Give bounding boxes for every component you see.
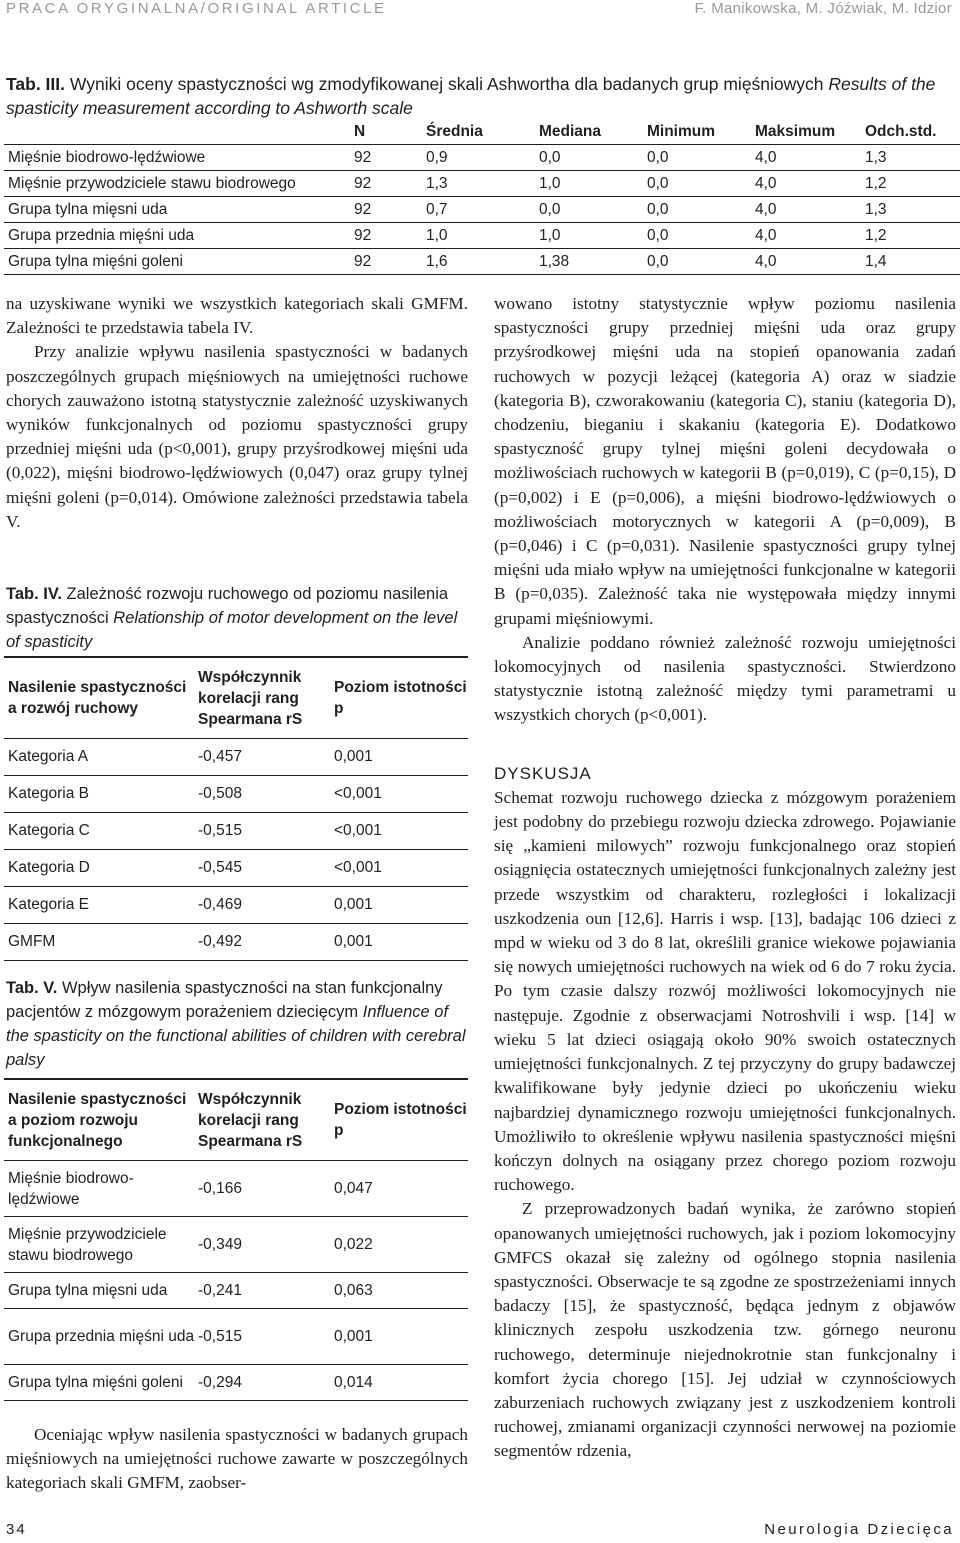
table3-header-cell: Maksimum xyxy=(755,120,865,145)
table-cell: 4,0 xyxy=(755,197,865,223)
table3 xyxy=(4,120,960,275)
table-cell: Grupa przednia mięśni uda xyxy=(4,223,354,249)
table-cell: -0,515 xyxy=(198,1309,334,1365)
table-cell: 0,001 xyxy=(334,739,468,776)
table3-header-cell: Mediana xyxy=(539,120,647,145)
table-cell: -0,294 xyxy=(198,1365,334,1401)
table-cell: 1,3 xyxy=(865,145,960,171)
table-row xyxy=(4,850,468,887)
table-cell: -0,492 xyxy=(198,924,334,961)
table-row xyxy=(4,171,960,197)
table-cell: 0,0 xyxy=(539,197,647,223)
table-cell: <0,001 xyxy=(334,776,468,813)
table5-caption-en: Influence of the spasticity on the functional abilities of children with cerebral palsy xyxy=(6,1003,466,1069)
table-cell: <0,001 xyxy=(334,850,468,887)
table-cell: -0,508 xyxy=(198,776,334,813)
table-row xyxy=(4,223,960,249)
table5-header-row xyxy=(4,1079,468,1161)
table-cell: GMFM xyxy=(4,924,198,961)
table-row xyxy=(4,1309,468,1365)
table-cell: -0,545 xyxy=(198,850,334,887)
table-cell: Kategoria B xyxy=(4,776,198,813)
table-cell: 0,7 xyxy=(426,197,539,223)
paragraph: Przy analizie wpływu nasilenia spastyczności w badanych poszczególnych grupach mięśniowych na umiejętności ruchowe chorych zauważono istotną statystycznie zależność uzyskiwanych wyników funkcjonalnych od poziomu spastyczności grupy przedniej mięśni uda (p<0,001), grupy przyśrodkowej mięśni uda (0,022), mięśni biodrowo-lędźwiowych (0,047) oraz grupy tylnej mięśni goleni (p=0,014). Omówione zależności przedstawia tabela V. xyxy=(6,342,468,531)
table-cell: -0,469 xyxy=(198,887,334,924)
table-cell: Grupa tylna mięsni uda xyxy=(4,197,354,223)
table-cell: 0,001 xyxy=(334,1309,468,1365)
table-cell: 0,0 xyxy=(539,145,647,171)
left-column-top xyxy=(6,292,468,534)
table3-caption-en: Results of the spasticity measurement according to Ashworth scale xyxy=(6,74,936,118)
table-cell: 92 xyxy=(354,223,426,249)
table-row xyxy=(4,249,960,275)
table-cell: -0,241 xyxy=(198,1273,334,1309)
table-row xyxy=(4,924,468,961)
table-cell: Mięśnie przywodziciele stawu biodrowego xyxy=(4,1217,198,1273)
table3-caption-pl: Wyniki oceny spastyczności wg zmodyfikowanej skali Ashwortha dla badanych grup mięśniowych xyxy=(65,74,829,94)
table5-header-cell: Współczynnik korelacji rang Spearmana rS xyxy=(198,1090,303,1150)
paragraph: wowano istotny statystycznie wpływ poziomu nasilenia spastyczności grupy przedniej mięśni uda oraz grupy przyśrodkowej mięśni uda na stopień opanowania zadań ruchowych w pozycji leżącej (kategoria A) oraz w siadzie (kategoria B), czworakowaniu (kategoria C), staniu (kategoria D), chodzeniu, bieganiu i skakaniu (kategoria E). Dodatkowo spastyczność grupy tylnej mięśni goleni decydowała o możliwościach ruchowych w kategorii B (p=0,019), C (p=0,15), D (p=0,002) i E (p=0,006), a mięśni biodrowo-lędźwiowych o możliwościach motorycznych w kategorii A (p=0,009), B (p=0,046) i C (p=0,031). Nasilenie spastyczności grupy tylnej mięśni uda miało wpływ na umiejętności funkcjonalne w kategorii B (p=0,035). Zależność taka nie występowała między innymi grupami mięśniowymi. xyxy=(494,294,956,628)
section-heading: DYSKUSJA xyxy=(494,763,592,783)
table-cell: Mięśnie biodrowo-lędźwiowe xyxy=(4,1161,198,1217)
table3-header-cell: Średnia xyxy=(426,120,539,145)
paragraph: Analizie poddano również zależność rozwoju umiejętności lokomocyjnych od nasilenia spastyczności. Stwierdzono statystycznie istotną zależność między tymi parametrami u wszystkich chorych (p<0,001). xyxy=(494,632,956,725)
table3-header-cell: Minimum xyxy=(647,120,755,145)
table-cell: Kategoria D xyxy=(4,850,198,887)
table4 xyxy=(4,656,468,961)
table-row xyxy=(4,197,960,223)
table4-caption xyxy=(6,582,468,654)
table-row xyxy=(4,739,468,776)
table-cell: 1,2 xyxy=(865,223,960,249)
table-cell: 1,3 xyxy=(426,171,539,197)
paragraph: Z przeprowadzonych badań wynika, że zarówno stopień opanowanych umiejętności ruchowych, jak i poziom lokomocyjny GMFCS okazał się zależny od ogólnego stopnia nasilenia spastyczności. Obserwacje te są zgodne ze spostrzeżeniami innych badaczy [15], że spastyczność, będąca jednym z objawów klinicznych zespołu uszkodzenia tzw. górnego neuronu ruchowego, determinuje niejednokrotnie stan funkcjonalny i komfort życia chorego [15]. Jej udział w czynnościowych zaburzeniach ruchowych związany jest z uszkodzeniem kontroli ruchowej, zmianami organizacji czynności nerwowej na poziomie segmentów rdzenia, xyxy=(494,1199,956,1461)
table-cell: 0,047 xyxy=(334,1161,468,1217)
table-cell: 92 xyxy=(354,145,426,171)
table5-header-cell: Nasilenie spastyczności a poziom rozwoju funkcjonalnego xyxy=(8,1090,187,1150)
table4-caption-en: Relationship of motor development on the level of spasticity xyxy=(6,609,458,651)
table-cell: Grupa przednia mięśni uda xyxy=(4,1309,198,1365)
table-cell: 1,3 xyxy=(865,197,960,223)
table-cell: 92 xyxy=(354,197,426,223)
table-row xyxy=(4,1273,468,1309)
table-cell: 92 xyxy=(354,249,426,275)
table-cell: 4,0 xyxy=(755,145,865,171)
paragraph: Schemat rozwoju ruchowego dziecka z mózgowym porażeniem jest podobny do przebiegu rozwoju dziecka zdrowego. Pojawianie się „kamieni milowych” rozwoju funkcjonalnego oraz stopień osiągnięcia ostatecznych umiejętności funkcjonalnych zależny jest przede wszystkim od charakteru, rozległości i lokalizacji uszkodzenia oun [12,6]. Harris i wsp. [13], badając 106 dzieci z mpd w wieku od 3 do 8 lat, określili granice wiekowe pojawiania się nowych umiejętności ruchowych na wiek od 6 do 7 roku życia. Po tym czasie dalszy rozwój możliwości lokomocyjnych nie następuje. Zgodnie z obserwacjami Notroshvili i wsp. [14] w wieku 5 lat dzieci osiągają około 90% swoich ostatecznych umiejętności funkcjonalnych. Z tej przyczyny do grupy badawczej kwalifikowane były jedynie dzieci po ukończeniu wieku najbardziej dynamicznego rozwoju umiejętności funkcjonalnych. Umożliwiło to określenie wpływu nasilenia spastyczności mięśni kończyn dolnych na osiągany przez chorego poziom rozwoju ruchowego. xyxy=(494,787,956,1195)
page-number: 34 xyxy=(6,1521,27,1538)
table-cell: <0,001 xyxy=(334,813,468,850)
table-cell: 0,063 xyxy=(334,1273,468,1309)
table-row xyxy=(4,145,960,171)
table-row xyxy=(4,887,468,924)
table-cell: Mięśnie biodrowo-lędźwiowe xyxy=(4,145,354,171)
table-cell: Kategoria A xyxy=(4,739,198,776)
table3-label: Tab. III. xyxy=(6,74,65,94)
table4-header-cell: Poziom istotności p xyxy=(334,679,467,717)
running-header-section: PRACA ORYGINALNA/ORIGINAL ARTICLE xyxy=(6,0,387,17)
table-row xyxy=(4,1365,468,1401)
table5-header-cell: Poziom istotności p xyxy=(334,1101,467,1139)
table-cell: 4,0 xyxy=(755,223,865,249)
table5-caption xyxy=(6,976,468,1072)
table-cell: 1,0 xyxy=(539,223,647,249)
table-cell: 0,001 xyxy=(334,924,468,961)
table-row xyxy=(4,813,468,850)
table-cell: Kategoria C xyxy=(4,813,198,850)
table3-header-cell: Odch.std. xyxy=(865,120,960,145)
table-cell: 0,0 xyxy=(647,197,755,223)
table-row xyxy=(4,776,468,813)
table-cell: Grupa tylna mięsni uda xyxy=(4,1273,198,1309)
table-cell: 1,0 xyxy=(426,223,539,249)
table-cell: 0,001 xyxy=(334,887,468,924)
table-cell: Mięśnie przywodziciele stawu biodrowego xyxy=(4,171,354,197)
table3-header-row xyxy=(4,120,960,145)
table5-caption-pl: Wpływ nasilenia spastyczności na stan funkcjonalny pacjentów z mózgowym porażeniem dziecięcym xyxy=(6,979,443,1021)
table4-header-cell: Współczynnik korelacji rang Spearmana rS xyxy=(198,668,303,728)
table-cell: 4,0 xyxy=(755,171,865,197)
running-header-authors: F. Manikowska, M. Jóźwiak, M. Idzior xyxy=(694,0,952,17)
table-cell: 0,0 xyxy=(647,249,755,275)
table-cell: 0,0 xyxy=(647,223,755,249)
table-cell: Grupa tylna mięśni goleni xyxy=(4,249,354,275)
table-cell: 92 xyxy=(354,171,426,197)
table4-header-cell: Nasilenie spastyczności a rozwój ruchowy xyxy=(8,679,187,717)
table-cell: 0,0 xyxy=(647,171,755,197)
table-cell: Grupa tylna mięśni goleni xyxy=(4,1365,198,1401)
table-cell: 1,2 xyxy=(865,171,960,197)
paragraph: Oceniając wpływ nasilenia spastyczności w badanych grupach mięśniowych na umiejętności ruchowe zawarte w poszczególnych kategoriach skali GMFM, zaobser- xyxy=(6,1425,468,1493)
left-column-bottom xyxy=(6,1423,468,1496)
table-row xyxy=(4,1217,468,1273)
table5-label: Tab. V. xyxy=(6,979,58,997)
table-cell: 1,4 xyxy=(865,249,960,275)
table3-header-cell xyxy=(4,120,354,145)
table4-caption-pl: Zależność rozwoju ruchowego od poziomu nasilenia spastyczności xyxy=(6,585,449,627)
table4-header-row xyxy=(4,657,468,739)
table-cell: 0,022 xyxy=(334,1217,468,1273)
table-cell: 1,0 xyxy=(539,171,647,197)
table3-header-cell: N xyxy=(354,120,426,145)
table-cell: 0,014 xyxy=(334,1365,468,1401)
table-row xyxy=(4,1161,468,1217)
table-cell: 0,9 xyxy=(426,145,539,171)
table-cell: -0,349 xyxy=(198,1217,334,1273)
table-cell: 4,0 xyxy=(755,249,865,275)
table3-caption xyxy=(6,72,956,120)
right-column xyxy=(494,292,956,1464)
paragraph: na uzyskiwane wyniki we wszystkich kategoriach skali GMFM. Zależności te przedstawia tabela IV. xyxy=(6,294,468,338)
table-cell: 0,0 xyxy=(647,145,755,171)
table-cell: -0,166 xyxy=(198,1161,334,1217)
table-cell: -0,515 xyxy=(198,813,334,850)
table4-label: Tab. IV. xyxy=(6,585,62,603)
table-cell: 1,38 xyxy=(539,249,647,275)
journal-name: Neurologia Dziecięca xyxy=(764,1521,954,1538)
table-cell: 1,6 xyxy=(426,249,539,275)
table-cell: Kategoria E xyxy=(4,887,198,924)
table5 xyxy=(4,1078,468,1401)
table-cell: -0,457 xyxy=(198,739,334,776)
